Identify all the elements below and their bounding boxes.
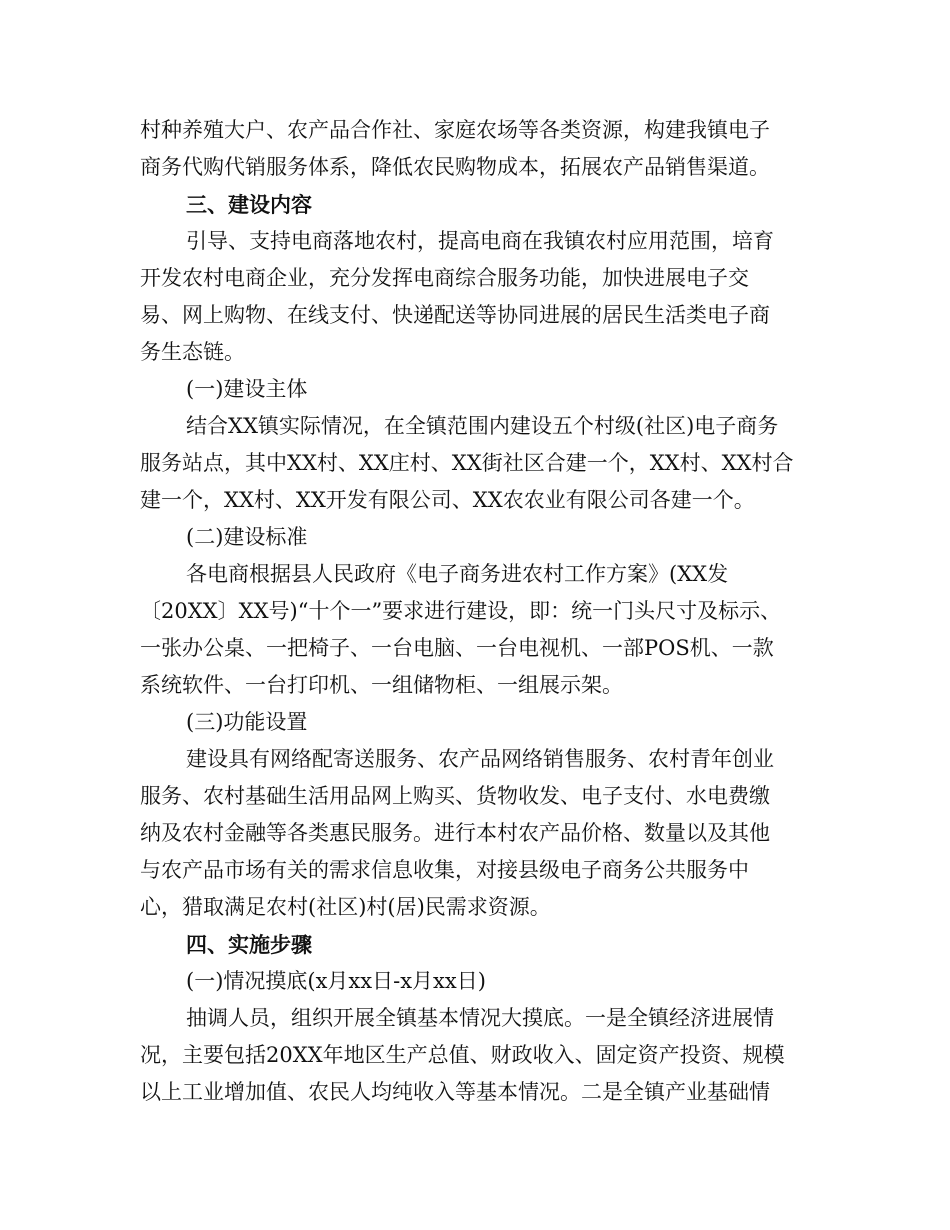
paragraph-line: 服务、农村基础生活用品网上购买、货物收发、电子支付、水电费缴 <box>140 784 770 808</box>
paragraph-line: 与农产品市场有关的需求信息收集，对接县级电子商务公共服务中 <box>140 858 749 882</box>
paragraph-line: 一张办公桌、一把椅子、一台电脑、一台电视机、一部POS机、一款 <box>140 636 774 660</box>
paragraph-line: 心，猎取满足农村(社区)村(居)民需求资源。 <box>140 895 551 919</box>
subsection-heading: (二)建设标准 <box>186 525 308 549</box>
paragraph-line: 况，主要包括20XX年地区生产总值、财政收入、固定资产投资、规模 <box>140 1043 785 1067</box>
paragraph-line: 结合XX镇实际情况，在全镇范围内建设五个村级(社区)电子商务 <box>186 414 779 438</box>
paragraph-line: 商务代购代销服务体系，降低农民购物成本，拓展农产品销售渠道。 <box>140 155 770 179</box>
paragraph-line: 开发农村电商企业，充分发挥电商综合服务功能，加快进展电子交 <box>140 266 749 290</box>
paragraph-line: 抽调人员，组织开展全镇基本情况大摸底。一是全镇经济进展情 <box>186 1006 774 1030</box>
document-body <box>140 112 810 1111</box>
paragraph-line: 服务站点，其中XX村、XX庄村、XX街社区合建一个，XX村、XX村合 <box>140 451 794 475</box>
subsection-heading: (三)功能设置 <box>186 710 308 734</box>
paragraph-line: 易、网上购物、在线支付、快递配送等协同进展的居民生活类电子商 <box>140 303 770 327</box>
paragraph-line: 村种养殖大户、农产品合作社、家庭农场等各类资源，构建我镇电子 <box>140 118 770 142</box>
section-heading: 三、建设内容 <box>186 192 312 217</box>
paragraph-line: 〔20XX〕XX号)“十个一”要求进行建设，即：统一门头尺寸及标示、 <box>140 599 782 623</box>
subsection-heading: (一)建设主体 <box>186 377 308 401</box>
paragraph-line: 系统软件、一台打印机、一组储物柜、一组展示架。 <box>140 673 623 697</box>
paragraph-line: 务生态链。 <box>140 340 245 364</box>
paragraph-line: 建一个，XX村、XX开发有限公司、XX农农业有限公司各建一个。 <box>140 488 755 512</box>
paragraph-line: 纳及农村金融等各类惠民服务。进行本村农产品价格、数量以及其他 <box>140 821 770 845</box>
paragraph-line: 建设具有网络配寄送服务、农产品网络销售服务、农村青年创业 <box>186 747 774 771</box>
paragraph-line: 各电商根据县人民政府《电子商务进农村工作方案》(XX发 <box>186 562 729 586</box>
paragraph-line: 以上工业增加值、农民人均纯收入等基本情况。二是全镇产业基础情 <box>140 1080 770 1104</box>
paragraph-line: 引导、支持电商落地农村，提高电商在我镇农村应用范围，培育 <box>186 229 774 253</box>
subsection-heading: (一)情况摸底(x月xx日-x月xx日) <box>186 969 486 993</box>
section-heading: 四、实施步骤 <box>186 932 312 957</box>
